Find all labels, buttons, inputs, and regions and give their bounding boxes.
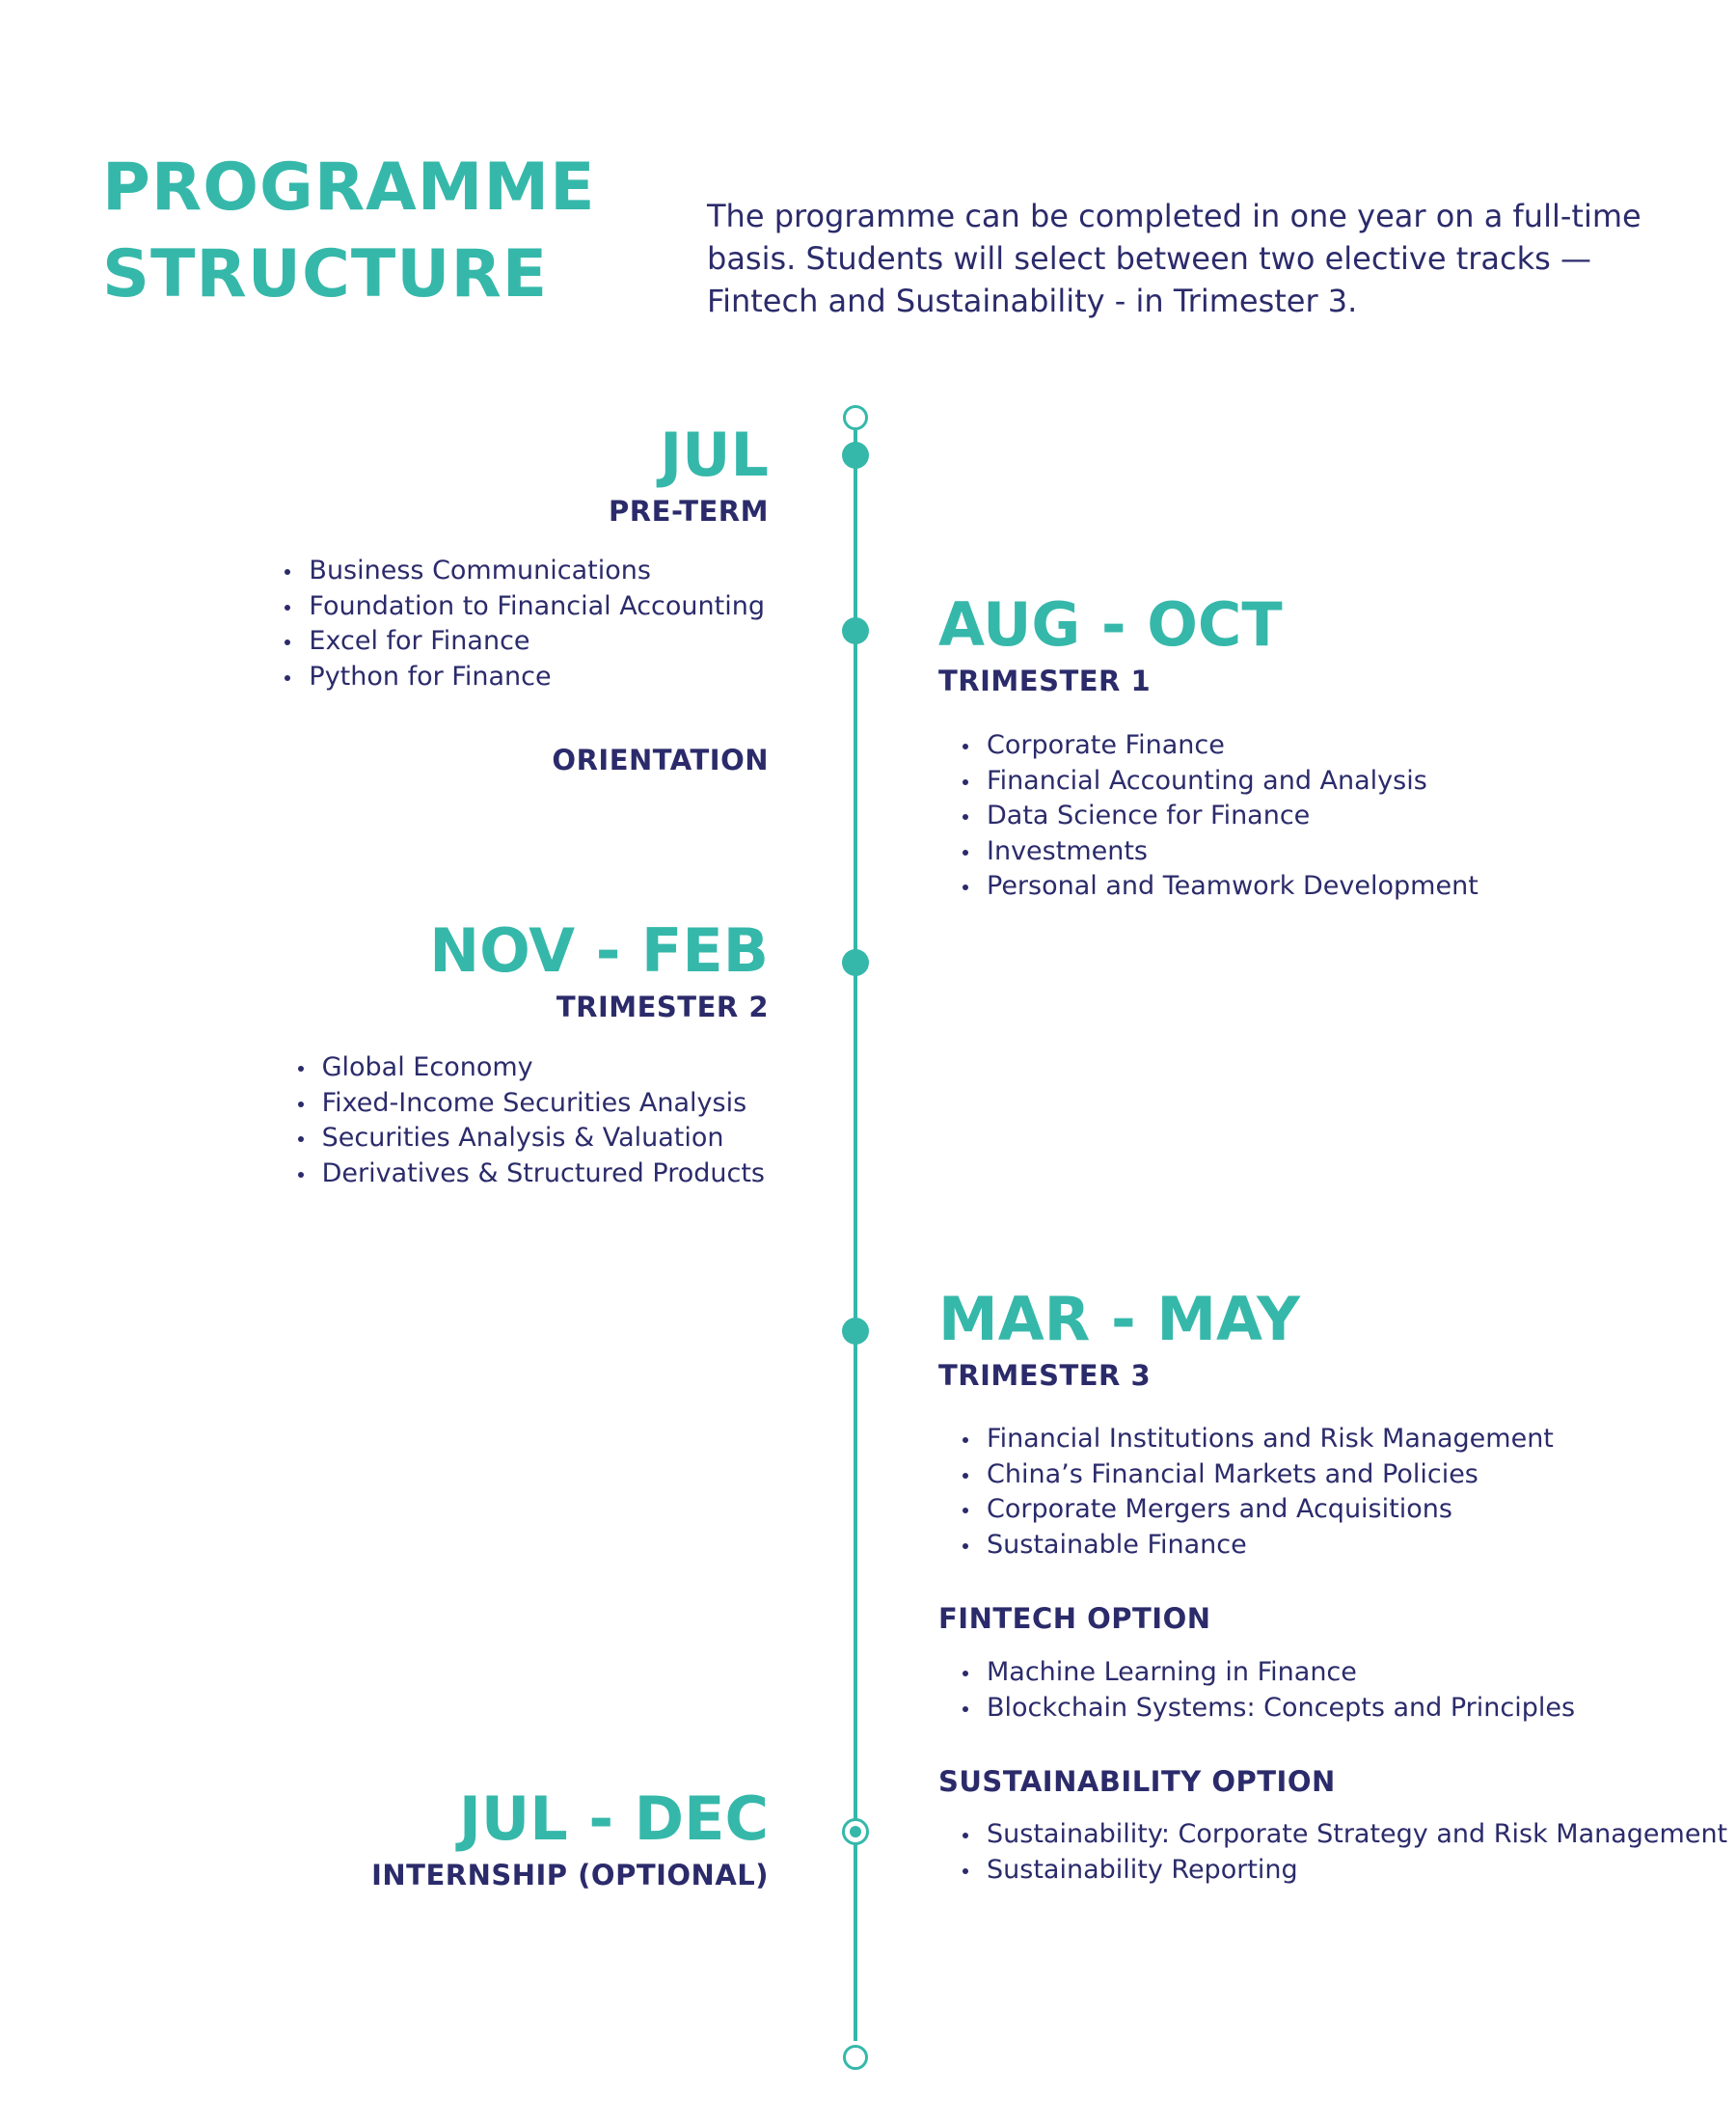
list-item: Excel for Finance bbox=[282, 624, 765, 660]
period-aug-oct bbox=[938, 590, 1283, 700]
list-item: Sustainability: Corporate Strategy and Risk Management bbox=[960, 1817, 1727, 1853]
period-subtitle: PRE-TERM bbox=[609, 495, 769, 528]
timeline-marker-nov-feb bbox=[842, 949, 869, 976]
page-title-line-1: PROGRAMME bbox=[102, 150, 596, 226]
period-subtitle: TRIMESTER 1 bbox=[938, 665, 1152, 697]
period-subtitle: INTERNSHIP (OPTIONAL) bbox=[371, 1859, 769, 1891]
period-nov-feb bbox=[429, 916, 769, 1026]
fintech-option-label: FINTECH OPTION bbox=[938, 1602, 1211, 1635]
timeline-marker-mar-may bbox=[842, 1318, 869, 1345]
period-subtitle: TRIMESTER 3 bbox=[938, 1359, 1152, 1392]
list-item: Financial Institutions and Risk Management bbox=[960, 1422, 1554, 1457]
period-title: JUL bbox=[660, 420, 769, 490]
list-item: Investments bbox=[960, 834, 1478, 870]
list-item: China’s Financial Markets and Policies bbox=[960, 1457, 1554, 1493]
timeline-start-ring bbox=[843, 405, 868, 430]
timeline-marker-jul-dec bbox=[842, 1818, 869, 1845]
period-title: NOV - FEB bbox=[429, 915, 769, 986]
period-title: MAR - MAY bbox=[938, 1284, 1300, 1354]
list-item: Python for Finance bbox=[282, 660, 765, 695]
list-item: Corporate Mergers and Acquisitions bbox=[960, 1492, 1554, 1528]
trimester-2-course-list bbox=[295, 1050, 765, 1191]
list-item: Sustainable Finance bbox=[960, 1528, 1554, 1564]
period-mar-may bbox=[938, 1285, 1300, 1395]
list-item: Business Communications bbox=[282, 554, 765, 589]
fintech-option-course-list bbox=[960, 1655, 1575, 1726]
timeline-marker-aug-oct bbox=[842, 617, 869, 644]
page-title-line-2: STRUCTURE bbox=[102, 236, 549, 313]
list-item: Blockchain Systems: Concepts and Principles bbox=[960, 1691, 1575, 1727]
list-item: Securities Analysis & Valuation bbox=[295, 1121, 765, 1156]
list-item: Personal and Teamwork Development bbox=[960, 869, 1478, 905]
list-item: Financial Accounting and Analysis bbox=[960, 764, 1478, 800]
list-item: Data Science for Finance bbox=[960, 799, 1478, 834]
list-item: Foundation to Financial Accounting bbox=[282, 589, 765, 625]
sustainability-option-label: SUSTAINABILITY OPTION bbox=[938, 1765, 1336, 1798]
timeline-axis bbox=[854, 430, 857, 2041]
list-item: Derivatives & Structured Products bbox=[295, 1156, 765, 1192]
period-subtitle: TRIMESTER 2 bbox=[556, 991, 769, 1023]
timeline-marker-jul bbox=[842, 442, 869, 469]
list-item: Fixed-Income Securities Analysis bbox=[295, 1086, 765, 1122]
period-jul bbox=[609, 421, 769, 530]
period-jul-dec bbox=[371, 1784, 769, 1894]
list-item: Corporate Finance bbox=[960, 728, 1478, 764]
intro-paragraph: The programme can be completed in one year on a full-time basis. Students will select between two elective tracks — Fintech and Sustainability - in Trimester 3. bbox=[707, 198, 1641, 319]
period-title: AUG - OCT bbox=[938, 589, 1283, 660]
orientation-label: ORIENTATION bbox=[552, 744, 769, 776]
period-title: JUL - DEC bbox=[458, 1783, 769, 1854]
timeline-end-ring bbox=[843, 2045, 868, 2070]
page-title bbox=[102, 145, 596, 318]
list-item: Machine Learning in Finance bbox=[960, 1655, 1575, 1691]
list-item: Sustainability Reporting bbox=[960, 1853, 1727, 1889]
sustainability-option-course-list bbox=[960, 1817, 1727, 1888]
trimester-1-course-list bbox=[960, 728, 1478, 905]
trimester-3-course-list bbox=[960, 1422, 1554, 1563]
list-item: Global Economy bbox=[295, 1050, 765, 1086]
pre-term-course-list bbox=[282, 554, 765, 694]
